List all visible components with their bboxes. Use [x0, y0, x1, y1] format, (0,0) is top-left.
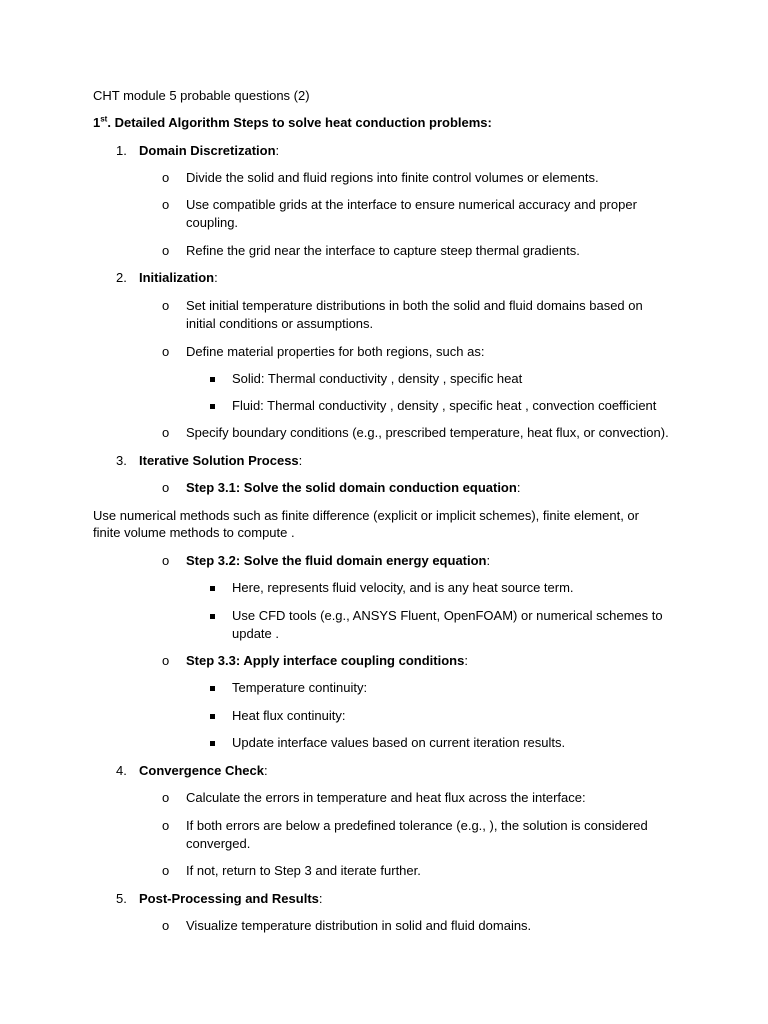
square-bullet — [210, 377, 215, 382]
step-2-item-3: Specify boundary conditions (e.g., prescribed temperature, heat flux, or convection). — [186, 425, 669, 440]
step-3-colon: : — [298, 453, 303, 468]
step-2-item-1-cont: initial conditions or assumptions. — [186, 316, 374, 331]
circle-bullet: o — [162, 344, 170, 359]
circle-bullet: o — [162, 863, 170, 878]
step-3-2-heading — [186, 552, 490, 570]
step-5-label: Post-Processing and Results — [139, 891, 319, 906]
step-3-3-label: Step 3.3: Apply interface coupling conditions — [186, 653, 465, 668]
step-3-3-heading — [186, 652, 468, 670]
circle-bullet: o — [162, 553, 170, 568]
step-3-1-heading — [186, 479, 520, 497]
step-1-heading — [139, 142, 279, 160]
circle-bullet: o — [162, 653, 170, 668]
step-4-item-2: If both errors are below a predefined tolerance (e.g., ), the solution is considered — [186, 818, 648, 833]
square-bullet — [210, 404, 215, 409]
heading-ordinal: 1 — [93, 115, 101, 130]
step-2-label: Initialization — [139, 270, 215, 285]
step-5-item-1: Visualize temperature distribution in solid and fluid domains. — [186, 918, 532, 933]
step-3-3-colon: : — [464, 653, 468, 668]
circle-bullet: o — [162, 243, 170, 258]
step-3-number: 3. — [116, 453, 127, 468]
circle-bullet: o — [162, 197, 170, 212]
square-bullet — [210, 686, 215, 691]
step-3-3-item-1: Temperature continuity: — [232, 680, 368, 695]
step-4-colon: : — [264, 763, 268, 778]
step-3-3-item-2: Heat flux continuity: — [232, 708, 346, 723]
step-1-item-1: Divide the solid and fluid regions into finite control volumes or elements. — [186, 170, 599, 185]
circle-bullet: o — [162, 818, 170, 833]
step-4-item-1: Calculate the errors in temperature and heat flux across the interface: — [186, 790, 586, 805]
circle-bullet: o — [162, 298, 170, 313]
step-1-item-3: Refine the grid near the interface to capture steep thermal gradients. — [186, 243, 580, 258]
step-4-label: Convergence Check — [139, 763, 264, 778]
square-bullet — [210, 586, 215, 591]
step-5-colon: : — [318, 891, 323, 906]
step-4-heading — [139, 762, 268, 780]
step-3-1-colon: : — [516, 480, 521, 495]
heading-text: . Detailed Algorithm Steps to solve heat conduction problems: — [107, 115, 492, 130]
circle-bullet: o — [162, 425, 170, 440]
step-4-item-2-cont: converged. — [186, 836, 251, 851]
step-4-number: 4. — [116, 763, 127, 778]
step-2-number: 2. — [116, 270, 127, 285]
step-5-heading — [139, 890, 323, 908]
step-3-2-item-1: Here, represents fluid velocity, and is any heat source term. — [232, 580, 574, 595]
step-2-item-2: Define material properties for both regions, such as: — [186, 344, 485, 359]
step-3-2-item-2-cont: update . — [232, 626, 279, 641]
step-3-3-item-3: Update interface values based on current iteration results. — [232, 735, 566, 750]
paragraph-line-2: finite volume methods to compute . — [93, 525, 295, 540]
step-3-label: Iterative Solution Process — [139, 453, 299, 468]
step-1-label: Domain Discretization — [139, 143, 276, 158]
square-bullet — [210, 741, 215, 746]
paragraph-line-1: Use numerical methods such as finite difference (explicit or implicit schemes), finite element, or — [93, 508, 639, 523]
step-3-2-colon: : — [486, 553, 491, 568]
step-4-item-3: If not, return to Step 3 and iterate further. — [186, 863, 421, 878]
step-1-item-2-cont: coupling. — [186, 215, 239, 230]
circle-bullet: o — [162, 480, 170, 495]
circle-bullet: o — [162, 790, 170, 805]
document-title: CHT module 5 probable questions (2) — [93, 88, 310, 103]
circle-bullet: o — [162, 170, 170, 185]
step-2-item-1: Set initial temperature distributions in both the solid and fluid domains based on — [186, 298, 643, 313]
square-bullet — [210, 614, 215, 619]
step-3-1-label: Step 3.1: Solve the solid domain conduction equation — [186, 480, 517, 495]
step-3-2-item-2: Use CFD tools (e.g., ANSYS Fluent, OpenFOAM) or numerical schemes to — [232, 608, 663, 623]
step-1-colon: : — [275, 143, 280, 158]
step-1-number: 1. — [116, 143, 127, 158]
step-2-subitem-2: Fluid: Thermal conductivity , density , specific heat , convection coefficient — [232, 398, 657, 413]
square-bullet — [210, 714, 215, 719]
step-2-colon: : — [214, 270, 218, 285]
step-3-2-label: Step 3.2: Solve the fluid domain energy equation — [186, 553, 487, 568]
step-2-subitem-1: Solid: Thermal conductivity , density , specific heat — [232, 371, 523, 386]
section-heading — [93, 114, 492, 132]
heading-superscript: st — [100, 114, 108, 124]
step-1-item-2: Use compatible grids at the interface to ensure numerical accuracy and proper — [186, 197, 637, 212]
step-3-heading — [139, 452, 302, 470]
step-2-heading — [139, 269, 218, 287]
step-5-number: 5. — [116, 891, 127, 906]
circle-bullet: o — [162, 918, 170, 933]
